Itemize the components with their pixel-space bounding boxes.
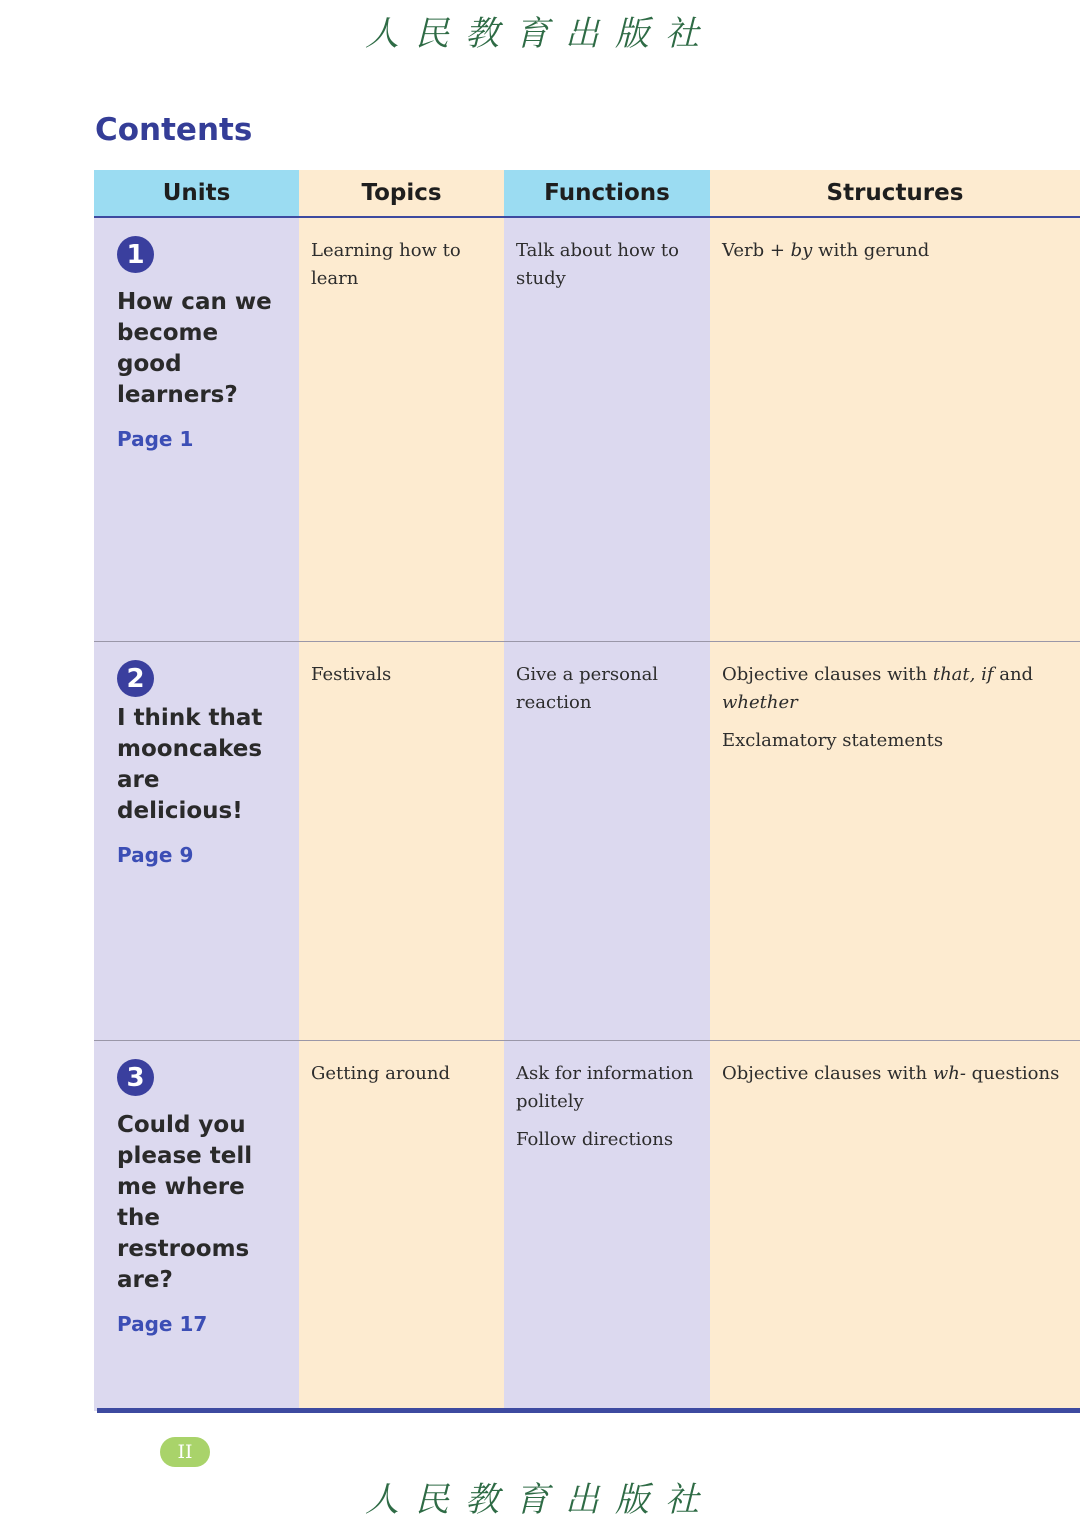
- structure-part: Objective clauses with: [722, 1063, 933, 1084]
- function-text: Follow directions: [516, 1129, 674, 1150]
- structures-cell: [710, 218, 1080, 641]
- header-structures: Structures: [710, 170, 1080, 216]
- publisher-logo-bottom: 人民教育出版社: [365, 1480, 715, 1520]
- contents-table: [94, 170, 1080, 1411]
- topic-text: Learning how to learn: [311, 240, 461, 289]
- topic-cell: [299, 218, 504, 641]
- structure-part: with gerund: [812, 240, 930, 261]
- unit-number-badge: 2: [117, 660, 154, 697]
- bottom-rule: [97, 1408, 1080, 1413]
- structure-part-italic: that, if: [932, 664, 994, 685]
- structure-part-italic: wh-: [932, 1063, 966, 1084]
- structures-cell: [710, 642, 1080, 1040]
- unit-row-2: [94, 642, 1080, 1041]
- unit-page-link[interactable]: Page 17: [117, 1312, 208, 1336]
- unit-cell[interactable]: [94, 218, 299, 641]
- unit-page-link[interactable]: Page 1: [117, 427, 194, 451]
- unit-cell[interactable]: [94, 642, 299, 1040]
- structure-text: [722, 1060, 1068, 1088]
- unit-page-link[interactable]: Page 9: [117, 843, 194, 867]
- structure-part: Objective clauses with: [722, 664, 933, 685]
- topic-cell: [299, 1041, 504, 1411]
- unit-row-1: [94, 218, 1080, 642]
- topic-text: Getting around: [311, 1063, 450, 1084]
- unit-cell[interactable]: [94, 1041, 299, 1411]
- structure-text: [722, 237, 1068, 265]
- structures-cell: [710, 1041, 1080, 1411]
- header-functions: Functions: [504, 170, 710, 216]
- function-text: Talk about how to study: [516, 240, 679, 289]
- structure-part: questions: [965, 1063, 1060, 1084]
- header-topics: Topics: [299, 170, 504, 216]
- header-units: Units: [94, 170, 299, 216]
- function-text: Give a personal reaction: [516, 664, 659, 713]
- unit-row-3: [94, 1041, 1080, 1411]
- table-header-row: [94, 170, 1080, 218]
- structure-text: [722, 727, 1068, 755]
- structure-text: [722, 661, 1068, 717]
- topic-text: Festivals: [311, 664, 392, 685]
- page-title: Contents: [95, 112, 253, 148]
- structure-part: and: [993, 664, 1034, 685]
- functions-cell: [504, 1041, 710, 1411]
- structure-part: Verb +: [722, 240, 791, 261]
- topic-cell: [299, 642, 504, 1040]
- structure-part-italic: whether: [722, 692, 798, 713]
- unit-number-badge: 3: [117, 1059, 154, 1096]
- unit-title: Could you please tell me where the restrooms are?: [117, 1112, 253, 1293]
- structure-part: Exclamatory statements: [722, 730, 944, 751]
- function-text: Ask for information politely: [516, 1063, 694, 1112]
- functions-cell: [504, 642, 710, 1040]
- unit-title: How can we become good learners?: [117, 289, 272, 408]
- unit-title: I think that mooncakes are delicious!: [117, 705, 263, 824]
- functions-cell: [504, 218, 710, 641]
- structure-part-italic: by: [790, 240, 813, 261]
- unit-number-badge: 1: [117, 236, 154, 273]
- page-number-badge: II: [160, 1437, 210, 1467]
- publisher-logo-top: 人民教育出版社: [365, 14, 715, 54]
